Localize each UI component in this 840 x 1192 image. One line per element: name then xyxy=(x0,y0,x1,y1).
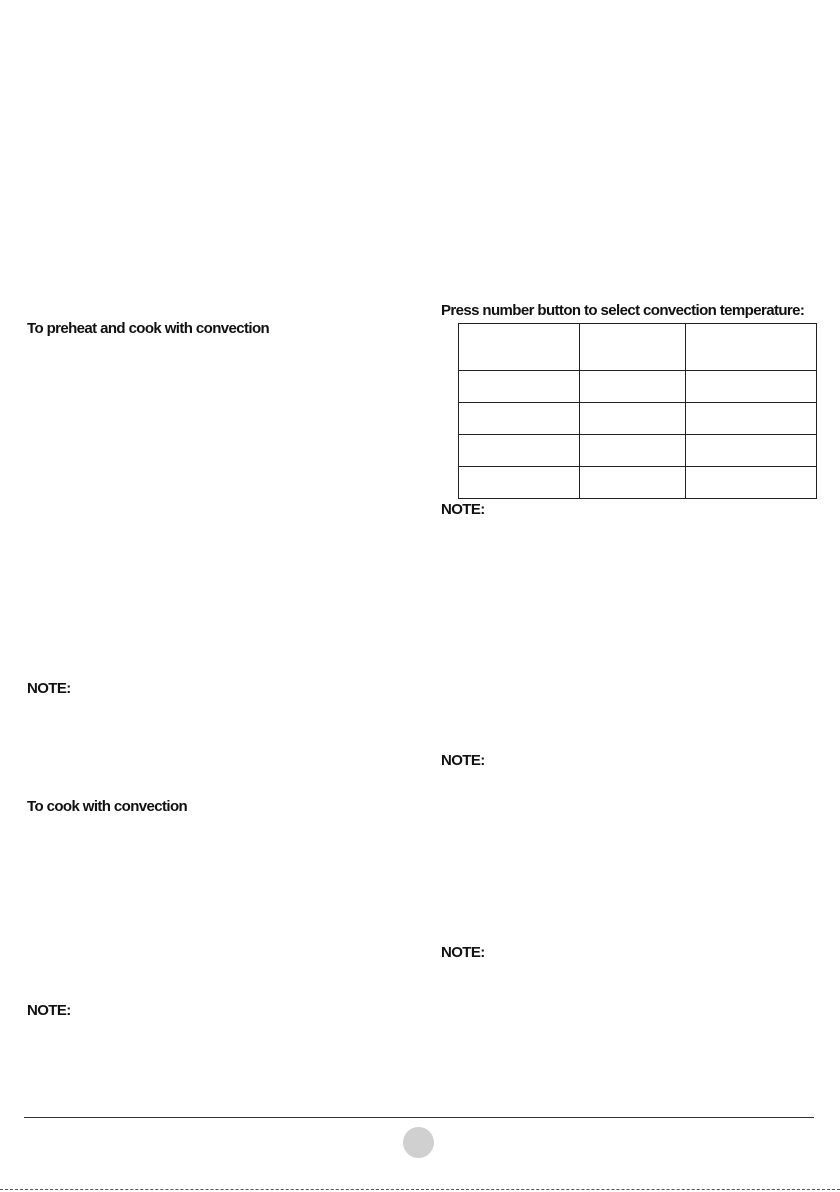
table-cell xyxy=(580,467,686,499)
table-cell xyxy=(686,371,817,403)
table-header-cell xyxy=(459,324,580,371)
table-cell xyxy=(580,435,686,467)
table-cell xyxy=(459,403,580,435)
table-cell xyxy=(459,371,580,403)
table-cell xyxy=(686,435,817,467)
table-header-cell xyxy=(580,324,686,371)
table-cell xyxy=(459,435,580,467)
table-cell xyxy=(686,467,817,499)
table-row xyxy=(459,403,817,435)
table-row xyxy=(459,435,817,467)
note-label: NOTE: xyxy=(27,1002,71,1019)
table-row xyxy=(459,371,817,403)
preheat-heading: To preheat and cook with convection xyxy=(27,320,270,337)
note-label: NOTE: xyxy=(441,752,485,769)
page-bottom-edge xyxy=(0,1189,840,1190)
cook-heading: To cook with convection xyxy=(27,798,188,815)
table-row xyxy=(459,467,817,499)
footer-divider xyxy=(24,1117,814,1118)
table-header-cell xyxy=(686,324,817,371)
table-cell xyxy=(459,467,580,499)
note-label: NOTE: xyxy=(441,944,485,961)
table-intro: Press number button to select convection temperature: xyxy=(441,302,805,319)
table-header-row xyxy=(459,324,817,371)
note-label: NOTE: xyxy=(441,501,485,518)
page-number-badge xyxy=(403,1127,434,1158)
note-label: NOTE: xyxy=(27,680,71,697)
table-cell xyxy=(686,403,817,435)
table-cell xyxy=(580,403,686,435)
table-cell xyxy=(580,371,686,403)
temperature-table xyxy=(458,323,817,499)
